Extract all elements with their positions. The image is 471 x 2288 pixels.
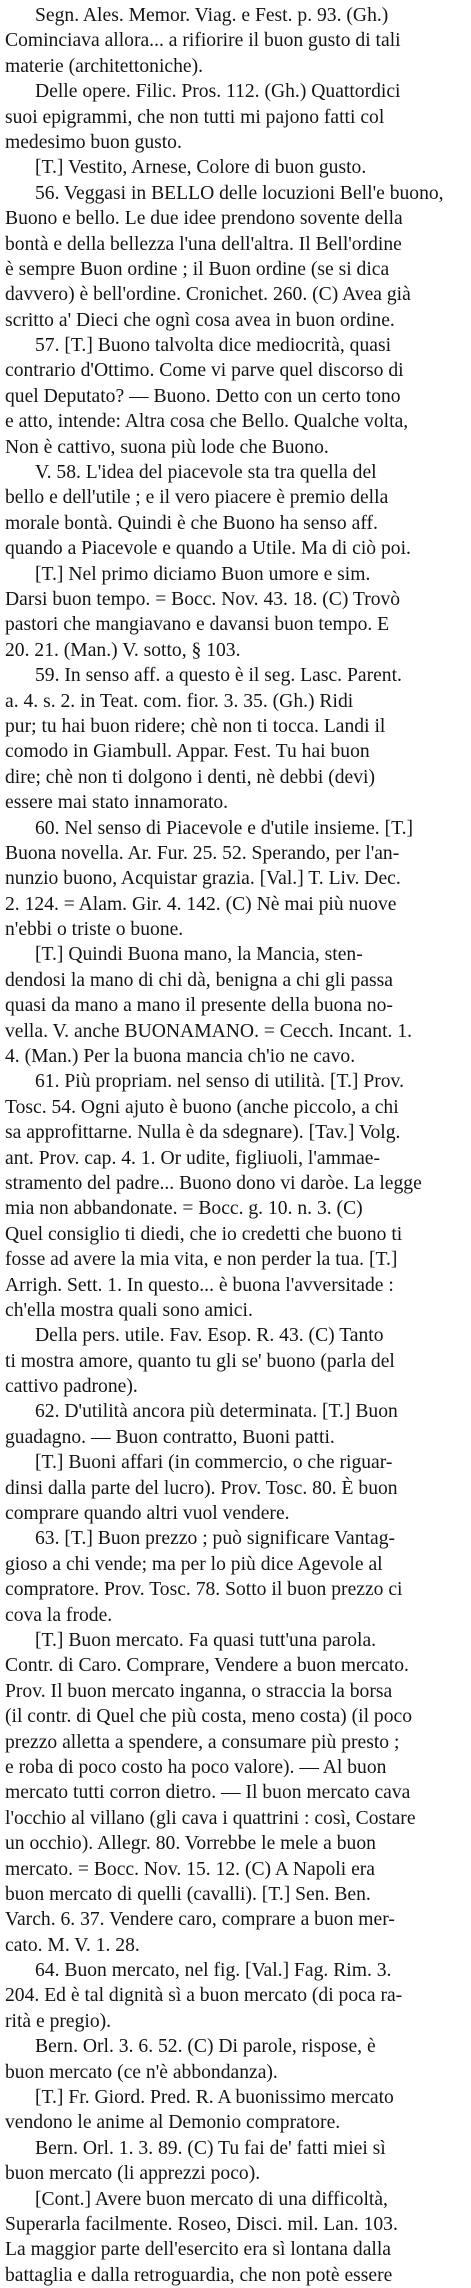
- text-line: Tosc. 54. Ogni ajuto è buono (anche piccolo, a chi: [5, 1096, 399, 1118]
- text-line: bello e dell'utile ; e il vero piacere è premio della: [5, 487, 389, 509]
- text-line: gioso a chi vende; ma per lo più dice Agevole al: [5, 1553, 383, 1575]
- text-line: l'occhio al villano (gli cava i quattrini : così, Costare: [5, 1807, 416, 1829]
- text-line: mia non abbandonate. = Bocc. g. 10. n. 3. (C): [5, 1198, 363, 1220]
- text-line: [T.] Buon mercato. Fa quasi tutt'una parola.: [35, 1630, 377, 1651]
- text-line: n'ebbi o triste o buone.: [5, 919, 184, 941]
- text-line: ant. Prov. cap. 4. 1. Or udite, figliuoli, l'ammae-: [5, 1147, 380, 1169]
- text-line: e atto, intende: Altra cosa che Bello. Qualche volta,: [5, 411, 409, 433]
- text-line: 56. Veggasi in BELLO delle locuzioni Bell'e buono,: [35, 182, 444, 204]
- text-line: vella. V. anche BUONAMANO. = Cecch. Incant. 1.: [5, 1020, 413, 1042]
- text-line: Contr. di Caro. Comprare, Vendere a buon mercato.: [5, 1655, 409, 1677]
- text-line: cova la frode.: [5, 1604, 113, 1626]
- text-line: [T.] Nel primo diciamo Buon umore e sim.: [35, 563, 371, 585]
- text-line: è sempre Buon ordine ; il Buon ordine (se si dica: [5, 258, 390, 280]
- text-line: Quel consiglio ti diedi, che io credetti che buono ti: [5, 1223, 403, 1245]
- text-line: 63. [T.] Buon prezzo ; può significare Vantag-: [35, 1528, 396, 1550]
- text-line: dire; chè non ti dolgono i denti, nè debbi (devi): [5, 766, 376, 788]
- text-line: dinsi dalla parte del lucro). Prov. Tosc. 80. È buon: [5, 1477, 398, 1499]
- text-line: Cominciava allora... a rifiorire il buon gusto di tali: [5, 30, 401, 52]
- text-line: medesimo buon gusto.: [5, 131, 182, 153]
- text-line: ti mostra amore, quanto tu gli se' buono (parla del: [5, 1350, 395, 1372]
- text-line: buon mercato (ce n'è abbondanza).: [5, 2061, 278, 2083]
- text-line: buon mercato (li apprezzi poco).: [5, 2163, 261, 2185]
- text-line: [T.] Vestito, Arnese, Colore di buon gusto.: [35, 157, 367, 179]
- text-line: Darsi buon tempo. = Bocc. Nov. 43. 18. (C) Trovò: [5, 588, 401, 610]
- text-line: prezzo alletta a spendere, a consumare più presto ;: [5, 1731, 400, 1753]
- text-line: mercato tutti corron dietro. — Il buon mercato cava: [5, 1782, 411, 1804]
- text-line: morale bontà. Quindi è che Buono ha senso aff.: [5, 512, 378, 534]
- text-line: dendosi la mano di chi dà, benigna a chi gli passa: [5, 969, 393, 991]
- text-line: comodo in Giambull. Appar. Fest. Tu hai buon: [5, 741, 370, 763]
- text-line: [T.] Fr. Giord. Pred. R. A buonissimo mercato: [35, 2087, 394, 2109]
- text-line: Bern. Orl. 1. 3. 89. (C) Tu fai de' fatti miei sì: [35, 2137, 386, 2159]
- text-line: Varch. 6. 37. Vendere caro, comprare a buon mer-: [5, 1909, 395, 1931]
- text-line: guadagno. — Buon contratto, Buoni patti.: [5, 1426, 335, 1448]
- text-line: nunzio buono, Acquistar grazia. [Val.] T. Liv. Dec.: [5, 868, 401, 890]
- text-line: stramento del padre... Buono dono vi daròe. La legge: [5, 1172, 422, 1194]
- text-line: e roba di poco costo ha poco valore). — Al buon: [5, 1756, 387, 1778]
- text-line: mercato. = Bocc. Nov. 15. 12. (C) A Napoli era: [5, 1858, 375, 1880]
- text-line: [Cont.] Avere buon mercato di una difficoltà,: [35, 2188, 388, 2210]
- text-line: un occhio). Allegr. 80. Vorrebbe le mele a buon: [5, 1833, 376, 1855]
- text-line: La maggior parte dell'esercito era sì lontana dalla: [5, 2239, 391, 2261]
- text-line: 60. Nel senso di Piacevole e d'utile insieme. [T.]: [35, 817, 414, 839]
- text-line: quel Deputato? — Buono. Detto con un certo tono: [5, 385, 401, 407]
- text-line: vendono le anime al Demonio compratore.: [5, 2112, 341, 2134]
- text-line: davvero) è bell'ordine. Cronichet. 260. (C) Avea già: [5, 284, 411, 306]
- text-line: 64. Buon mercato, nel fig. [Val.] Fag. Rim. 3.: [35, 1960, 392, 1982]
- text-line: (il contr. di Quel che più costa, meno costa) (il poco: [5, 1706, 413, 1728]
- text-line: fosse ad avere la mia vita, e non perder la tua. [T.]: [5, 1249, 398, 1271]
- text-line: ch'ella mostra quali sono amici.: [5, 1299, 253, 1321]
- text-line: [T.] Quindi Buona mano, la Mancia, sten-: [35, 944, 363, 966]
- text-line: battaglia e dalla retroguardia, che non potè essere: [5, 2264, 393, 2286]
- text-line: Della pers. utile. Fav. Esop. R. 43. (C) Tanto: [35, 1325, 384, 1347]
- text-line: contrario d'Ottimo. Come vi parve quel discorso di: [5, 360, 404, 382]
- text-line: comprare quando altri vuol vendere.: [5, 1503, 290, 1525]
- text-line: Non è cattivo, suona più lode che Buono.: [5, 436, 329, 458]
- text-line: [T.] Buoni affari (in commercio, o che riguar-: [35, 1452, 393, 1474]
- text-line: pastori che mangiavano e davansi buon tempo. E: [5, 614, 390, 636]
- text-line: cattivo padrone).: [5, 1376, 138, 1398]
- text-line: Bern. Orl. 3. 6. 52. (C) Di parole, rispose, è: [35, 2036, 376, 2058]
- text-line: essere mai stato innamorato.: [5, 792, 229, 814]
- text-line: 59. In senso aff. a questo è il seg. Lasc. Parent.: [35, 665, 402, 687]
- text-line: Buona novella. Ar. Fur. 25. 52. Sperando, per l'an-: [5, 842, 400, 864]
- text-line: sa approfittarne. Nulla è da sdegnare). [Tav.] Volg.: [5, 1122, 401, 1144]
- text-line: Superarla facilmente. Roseo, Disci. mil. Lan. 103.: [5, 2213, 398, 2235]
- text-line: quando a Piacevole e quando a Utile. Ma di ciò poi.: [5, 538, 411, 560]
- text-line: 62. D'utilità ancora più determinata. [T.] Buon: [35, 1401, 398, 1423]
- text-line: Delle opere. Filic. Pros. 112. (Gh.) Quattordici: [35, 81, 401, 103]
- text-line: cato. M. V. 1. 28.: [5, 1934, 140, 1956]
- text-line: pur; tu hai buon ridere; chè non ti tocca. Landi il: [5, 715, 386, 737]
- text-line: materie (architettoniche).: [5, 55, 204, 77]
- text-line: Prov. Il buon mercato inganna, o straccia la borsa: [5, 1680, 393, 1702]
- text-line: 20. 21. (Man.) V. sotto, § 103.: [5, 639, 241, 661]
- text-line: 204. Ed è tal dignità sì a buon mercato (di poca ra-: [5, 1985, 403, 2007]
- text-line: Arrigh. Sett. 1. In questo... è buona l'avversitade :: [5, 1274, 394, 1296]
- text-line: Buono e bello. Le due idee prendono sovente della: [5, 208, 403, 230]
- text-line: a. 4. s. 2. in Teat. com. fior. 3. 35. (Gh.) Ridi: [5, 690, 354, 712]
- text-line: V. 58. L'idea del piacevole sta tra quella del: [35, 462, 377, 484]
- text-line: compratore. Prov. Tosc. 78. Sotto il buon prezzo ci: [5, 1579, 403, 1601]
- text-line: buon mercato di quelli (cavalli). [T.] Sen. Ben.: [5, 1883, 371, 1905]
- text-line: quasi da mano a mano il presente della buona no-: [5, 995, 393, 1017]
- text-line: 4. (Man.) Per la buona mancia ch'io ne cavo.: [5, 1046, 356, 1068]
- text-line: Segn. Ales. Memor. Viag. e Fest. p. 93. (Gh.): [35, 5, 389, 26]
- text-line: 2. 124. = Alam. Gir. 4. 142. (C) Nè mai più nuove: [5, 893, 397, 915]
- text-line: 61. Più propriam. nel senso di utilità. [T.] Prov.: [35, 1071, 404, 1093]
- text-line: 57. [T.] Buono talvolta dice mediocrità, quasi: [35, 335, 392, 357]
- text-line: bontà e della bellezza l'una dell'altra. Il Bell'ordine: [5, 233, 402, 255]
- text-line: rità e pregio).: [5, 2010, 112, 2032]
- text-line: scritto a' Dieci che ognì cosa avea in buon ordine.: [5, 309, 395, 331]
- text-line: suoi epigrammi, che non tutti mi pajono fatti col: [5, 106, 385, 128]
